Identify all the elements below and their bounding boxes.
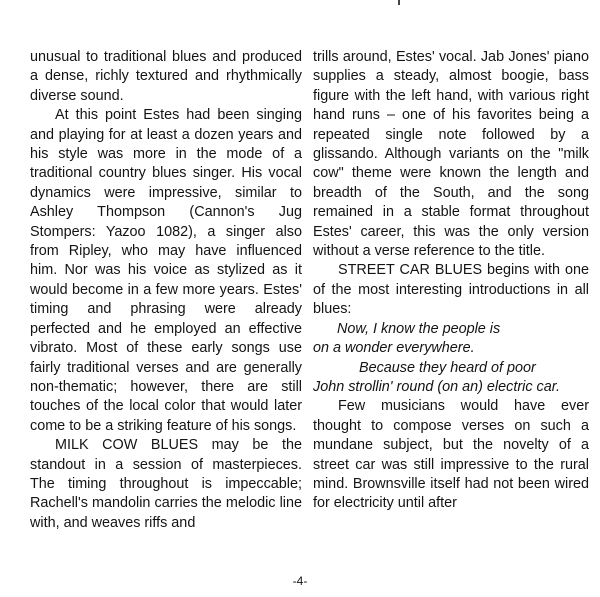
- left-column: [30, 48, 302, 533]
- paragraph: At this point Estes had been singing and playing for at least a dozen years and his style was more in the mode of a traditional country blues singer. His vocal dynamics were impressive, similar to Ashley Thompson (Cannon's Jug Stompers: Yazoo 1082), a singer also from Ripley, who may have influenced him. Nor was his voice as stylized as it would become in a few more years. Estes' timing and phrasing were already perfected and he employed an effective vibrato. Most of these early songs use fairly traditional verses and are generally non-thematic; however, there are still touches of the local color that would later come to be a striking feature of his songs.: [30, 107, 302, 434]
- paragraph: Few musicians would have ever thought to compose verses on such a mundane subject, but the novelty of a street car was still impressive to the rural mind. Brownsville itself had not been wired for electricity until after: [313, 398, 589, 512]
- verse-line: John strollin' round (on an) electric car.: [313, 378, 560, 395]
- paragraph: STREET CAR BLUES begins with one of the most interesting introductions in all blues:: [313, 262, 589, 318]
- verse-line: on a wonder everywhere.: [313, 340, 475, 357]
- verse-line: Because they heard of poor: [359, 359, 536, 376]
- right-column: [313, 48, 589, 514]
- paragraph: trills around, Estes' vocal. Jab Jones' piano supplies a steady, almost boogie, bass figure with the left hand, with various right hand runs – one of his favorites being a repeated single note followed by a glissando. Although variants on the "milk cow" theme were known the length and breadth of the South, and the song remained in a stable format throughout Estes' career, this was the only version without a verse reference to the title.: [313, 49, 589, 260]
- verse-line: Now, I know the people is: [337, 320, 501, 337]
- paragraph: unusual to traditional blues and produced a dense, richly textured and rhythmically diverse sound.: [30, 49, 302, 104]
- page-number: -4-: [292, 574, 308, 588]
- paragraph: MILK COW BLUES may be the standout in a session of masterpieces. The timing throughout is impeccable; Rachell's mandolin carries the melodic line with, and weaves riffs and: [30, 437, 302, 531]
- crop-mark: [398, 0, 400, 5]
